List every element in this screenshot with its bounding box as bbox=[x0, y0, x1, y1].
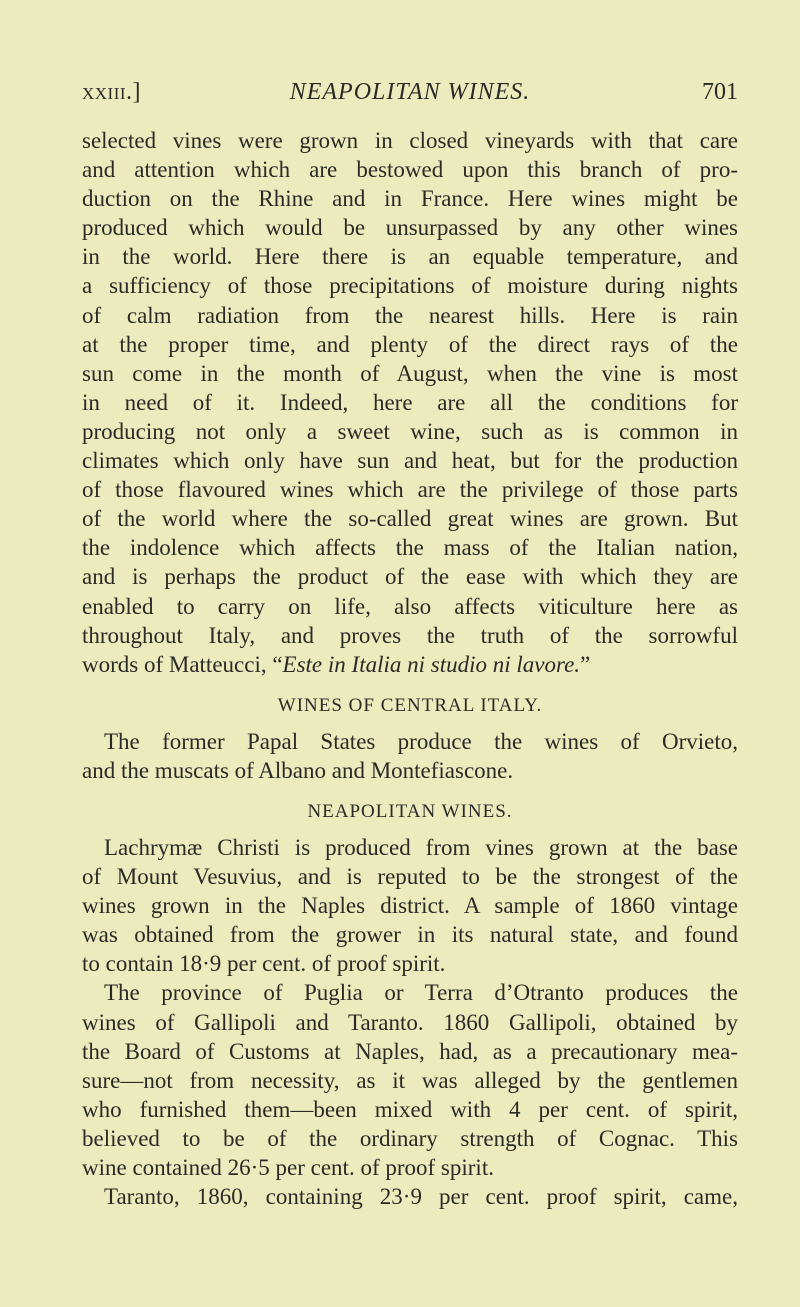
text-line: producing not only a sweet wine, such as is common in bbox=[82, 418, 738, 444]
page-title: NEAPOLITAN WINES. bbox=[289, 79, 531, 105]
text-line: climates which only have sun and heat, but for the production bbox=[82, 448, 738, 474]
text-line: who furnished them—been mixed with 4 per cent. of spirit, bbox=[82, 1096, 738, 1122]
text-line: a sufficiency of those precipitations of moisture during nights bbox=[82, 273, 738, 299]
section-heading-central-italy: WINES OF CENTRAL ITALY. bbox=[277, 694, 543, 716]
chapter-number: xxiii.] bbox=[82, 79, 142, 105]
running-head bbox=[82, 74, 738, 110]
text-line: selected vines were grown in closed vineyards with that care bbox=[82, 128, 738, 153]
text-line: wine contained 26·5 per cent. of proof spirit. bbox=[82, 1155, 494, 1180]
text-line: enabled to carry on life, also affects viticulture here as bbox=[82, 593, 738, 619]
text-line: wines of Gallipoli and Taranto. 1860 Gallipoli, obtained by bbox=[82, 1009, 738, 1035]
text-line-quote bbox=[82, 650, 738, 679]
text-line: the indolence which affects the mass of the Italian nation, bbox=[82, 535, 738, 561]
text-line: produced which would be unsurpassed by any other wines bbox=[82, 215, 738, 241]
text-line: the Board of Customs at Naples, had, as a precautionary mea- bbox=[82, 1038, 738, 1064]
text-line: throughout Italy, and proves the truth of the sorrowful bbox=[82, 622, 738, 648]
text-line: and the muscats of Albano and Montefiascone. bbox=[82, 757, 514, 783]
quote-prefix: words of Matteucci, “ bbox=[82, 651, 283, 677]
text-line: Lachrymæ Christi is produced from vines grown at the base bbox=[104, 834, 738, 860]
text-line: sure—not from necessity, as it was alleged by the gentlemen bbox=[82, 1067, 738, 1093]
quote-suffix: ” bbox=[580, 651, 591, 677]
paragraph-4 bbox=[82, 978, 738, 1182]
text-line: believed to be of the ordinary strength of Cognac. This bbox=[82, 1125, 738, 1151]
italian-quote: Este in Italia ni studio ni lavore. bbox=[282, 651, 581, 677]
text-line: of the world where the so-called great wines are grown. But bbox=[82, 506, 738, 532]
text-line: The former Papal States produce the wines of Orvieto, bbox=[104, 728, 738, 754]
text-line: wines grown in the Naples district. A sample of 1860 vintage bbox=[82, 893, 738, 919]
paragraph-5 bbox=[82, 1182, 738, 1211]
paragraph-2 bbox=[82, 727, 738, 785]
section-heading-neapolitan-wines: NEAPOLITAN WINES. bbox=[307, 800, 513, 822]
text-line: of those flavoured wines which are the privilege of those parts bbox=[82, 477, 738, 503]
text-line: duction on the Rhine and in France. Here wines might be bbox=[82, 186, 738, 212]
text-line: to contain 18·9 per cent. of proof spirit. bbox=[82, 951, 446, 977]
paragraph-1 bbox=[82, 126, 738, 679]
text-line: of calm radiation from the nearest hills. Here is rain bbox=[82, 302, 738, 328]
body-text bbox=[82, 126, 738, 1211]
text-line: sun come in the month of August, when the vine is most bbox=[82, 360, 738, 386]
text-line: The province of Puglia or Terra d’Otranto produces the bbox=[104, 980, 738, 1006]
paragraph-3 bbox=[82, 833, 738, 978]
book-page bbox=[82, 74, 738, 1211]
text-line: was obtained from the grower in its natural state, and found bbox=[82, 922, 738, 948]
page-number: 701 bbox=[702, 79, 738, 105]
text-line: of Mount Vesuvius, and is reputed to be the strongest of the bbox=[82, 864, 738, 890]
text-line: and is perhaps the product of the ease with which they are bbox=[82, 564, 738, 590]
text-line: in need of it. Indeed, here are all the conditions for bbox=[82, 389, 738, 415]
text-line: at the proper time, and plenty of the direct rays of the bbox=[82, 331, 738, 357]
text-line: Taranto, 1860, containing 23·9 per cent. proof spirit, came, bbox=[104, 1184, 738, 1210]
text-line: in the world. Here there is an equable temperature, and bbox=[82, 244, 738, 270]
text-line: and attention which are bestowed upon this branch of pro- bbox=[82, 157, 738, 183]
